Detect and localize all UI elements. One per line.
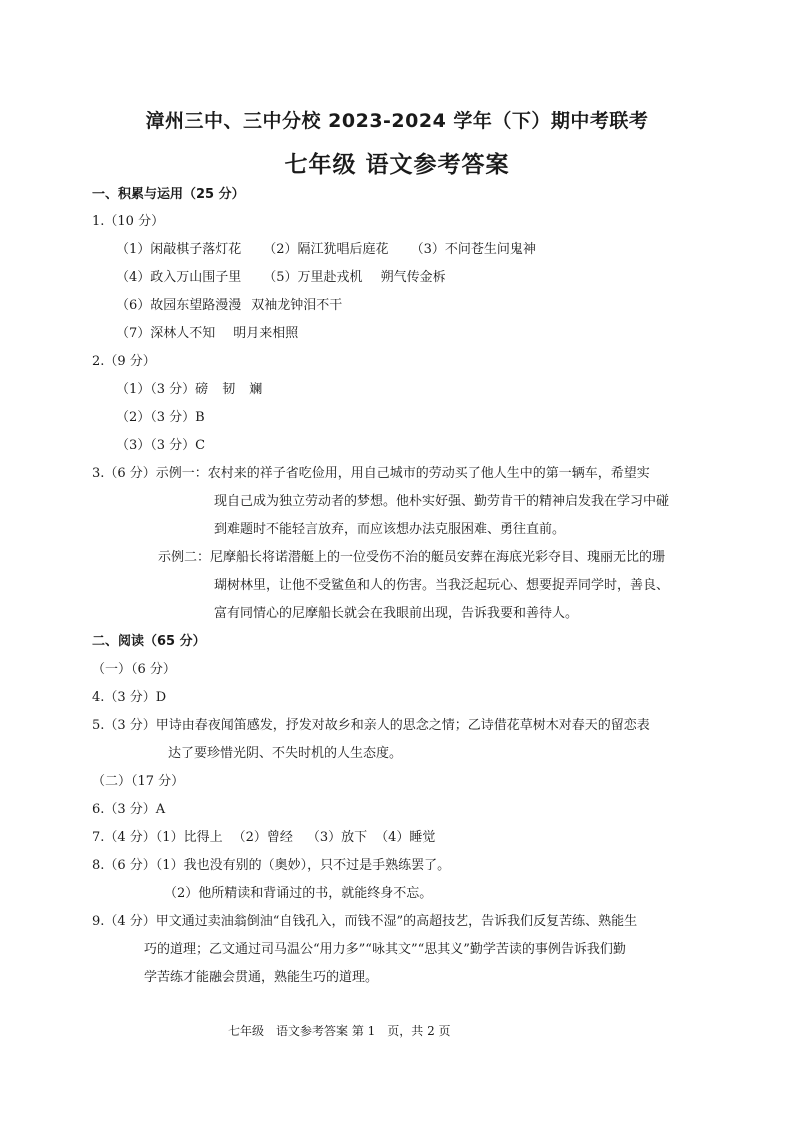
answer-item: （7）深林人不知 (116, 326, 216, 341)
q9-line-3: 学苦练才能融会贯通，熟能生巧的道理。 (144, 970, 379, 985)
q3-line-4: 示例二：尼摩船长将诺潜艇上的一位受伤不治的艇员安葬在海底光彩夺目、瑰丽无比的珊 (158, 550, 666, 565)
q9-line-1: 9.（4 分）甲文通过卖油翁倒油“自钱孔入，而钱不湿”的高超技艺，告诉我们反复苦练、熟能生 (92, 914, 638, 929)
answer-item: （5）万里赴戎机 (263, 270, 363, 285)
answer-item: 7.（4 分）（1）比得上 (92, 830, 223, 845)
q1-row-3 (116, 297, 342, 315)
answer-item: 韧 (222, 382, 236, 397)
q2-answer-1 (116, 381, 262, 399)
answer-item: （2）曾经 (232, 830, 293, 845)
answer-item: （1）闲敲棋子落灯花 (116, 242, 242, 257)
q5-line-2: 达了要珍惜光阴、不失时机的人生态度。 (168, 746, 403, 761)
answer-item: 双袖龙钟泪不干 (251, 298, 343, 313)
answer-item: （6）故园东望路漫漫 (116, 298, 242, 313)
q1-row-1 (116, 241, 536, 259)
q8-line-1: 8.（6 分）（1）我也没有别的（奥妙），只不过是手熟练罢了。 (92, 858, 451, 873)
q3-line-5: 瑚树林里，让他不受鲨鱼和人的伤害。当我泛起玩心、想要捉弄同学时，善良、 (214, 578, 670, 593)
answer-item: 斓 (249, 382, 263, 397)
answer-item: （4）睡觉 (375, 830, 436, 845)
part-heading-1: （一）（6 分） (92, 662, 176, 677)
q1-row-4 (116, 325, 298, 343)
answer-item: 明月来相照 (233, 326, 299, 341)
q9-line-2: 巧的道理；乙文通过司马温公“用力多”“咏其文”“思其义”勤学苦读的事例告诉我们勤 (144, 942, 626, 957)
q6-answer: 6.（3 分）A (92, 802, 166, 817)
answer-item: （4）政入万山围子里 (116, 270, 242, 285)
answer-item: （1）（3 分）磅 (116, 382, 209, 397)
q4-answer: 4.（3 分）D (92, 690, 167, 705)
page-footer: 七年级 语文参考答案 第 1 页，共 2 页 (228, 1024, 451, 1038)
q2-answer-2: （2）（3 分）B (116, 410, 205, 425)
q3-line-6: 富有同情心的尼摩船长就会在我眼前出现，告诉我要和善待人。 (214, 606, 579, 621)
answer-item: （3）放下 (306, 830, 368, 845)
document-subtitle: 七年级 语文参考答案 (284, 152, 510, 178)
q5-line-1: 5.（3 分）甲诗由春夜闻笛感发，抒发对故乡和亲人的思念之情；乙诗借花草树木对春天的留恋表 (92, 718, 650, 733)
q1-row-2 (116, 269, 446, 287)
q3-line-1: 3.（6 分）示例一：农村来的祥子省吃俭用，用自己城市的劳动买了他人生中的第一辆车，希望实 (92, 466, 650, 481)
q3-line-3: 到难题时不能轻言放弃，而应该想办法克服困难、勇往直前。 (214, 522, 566, 537)
q8-line-2: （2）他所精读和背诵过的书，就能终身不忘。 (164, 886, 433, 901)
q3-line-2: 现自己成为独立劳动者的梦想。他朴实好强、勤劳肯干的精神启发我在学习中碰 (214, 494, 670, 509)
answer-item: （3）不问苍生问鬼神 (410, 242, 536, 257)
document-title: 漳州三中、三中分校 2023-2024 学年（下）期中考联考 (145, 110, 649, 132)
section-heading-1: 一、积累与运用（25 分） (92, 187, 245, 202)
answer-item: （2）隔江犹唱后庭花 (263, 242, 389, 257)
q1-heading: 1.（10 分） (92, 214, 165, 229)
q2-heading: 2.（9 分） (92, 354, 156, 369)
answer-item: 朔气传金柝 (380, 270, 446, 285)
section-heading-2: 二、阅读（65 分） (92, 634, 206, 649)
part-heading-2: （二）（17 分） (92, 774, 185, 789)
q7-answer (92, 829, 435, 847)
q2-answer-3: （3）（3 分）C (116, 438, 206, 453)
